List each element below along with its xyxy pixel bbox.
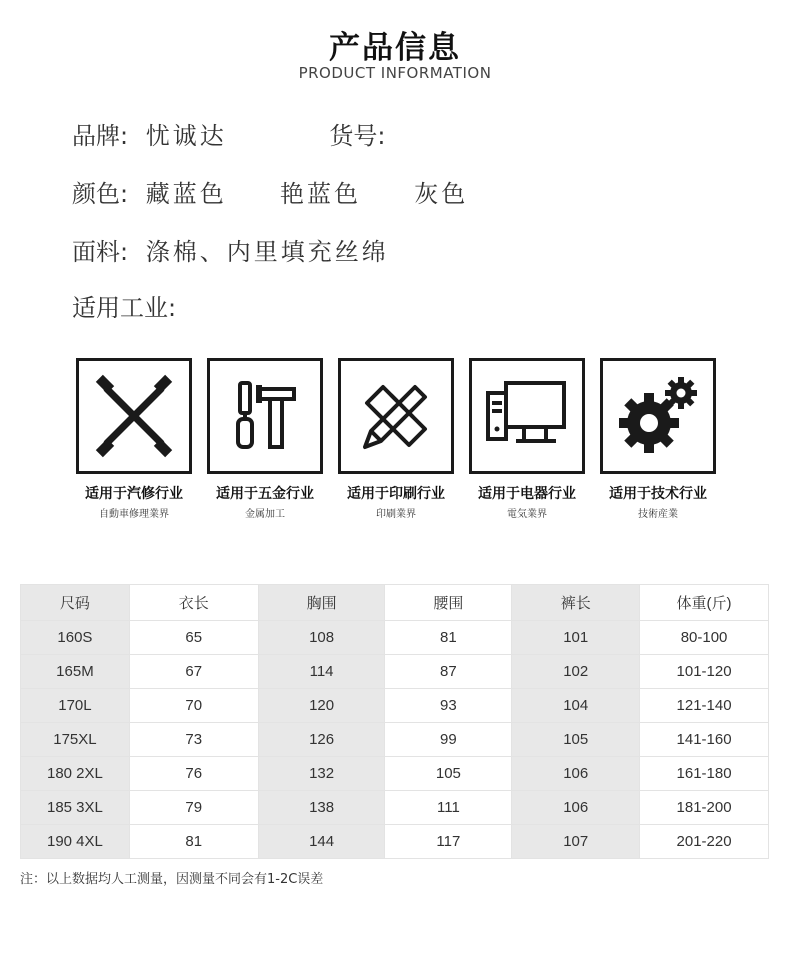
industry-auto [73, 358, 195, 520]
cell-pants-length: 101 [512, 621, 640, 655]
table-row [21, 825, 769, 859]
cell-chest: 114 [258, 655, 385, 689]
col-size: 尺码 [21, 585, 130, 621]
cell-length: 81 [129, 825, 258, 859]
table-row [21, 621, 769, 655]
color-royal-blue: 艳蓝色 [280, 180, 362, 208]
tools-icon [222, 373, 308, 459]
fabric-label: 面料: [72, 238, 129, 266]
table-row [21, 757, 769, 791]
cell-length: 79 [129, 791, 258, 825]
cell-weight: 161-180 [640, 757, 769, 791]
cell-chest: 126 [258, 723, 385, 757]
cell-size: 175XL [21, 723, 130, 757]
brand-row [72, 116, 385, 151]
cell-weight: 201-220 [640, 825, 769, 859]
cell-size: 185 3XL [21, 791, 130, 825]
page-subtitle: PRODUCT INFORMATION [298, 64, 492, 82]
industry-hardware [204, 358, 326, 520]
industry-sub-printing: 印刷業界 [376, 509, 416, 520]
industry-sub-auto: 自動車修理業界 [99, 509, 169, 520]
cell-length: 76 [129, 757, 258, 791]
cell-waist: 87 [385, 655, 512, 689]
cell-pants-length: 106 [512, 757, 640, 791]
cell-length: 70 [129, 689, 258, 723]
fabric-value: 涤棉、内里填充丝绵 [145, 238, 389, 266]
industry-label-hardware: 适用于五金行业 [216, 486, 314, 502]
industry-sub-hardware: 金属加工 [245, 509, 285, 520]
cell-length: 73 [129, 723, 258, 757]
cell-waist: 93 [385, 689, 512, 723]
cell-length: 65 [129, 621, 258, 655]
cell-size: 170L [21, 689, 130, 723]
col-waist: 腰围 [385, 585, 512, 621]
computer-icon [484, 373, 570, 459]
col-chest: 胸围 [258, 585, 385, 621]
cell-waist: 111 [385, 791, 512, 825]
cell-chest: 132 [258, 757, 385, 791]
col-length: 衣长 [129, 585, 258, 621]
size-table-header [21, 585, 769, 621]
measurement-note: 注：以上数据均人工测量，因测量不同会有1-2C误差 [20, 872, 324, 887]
fabric-row [72, 232, 389, 267]
industry-row [72, 288, 176, 323]
cell-chest: 138 [258, 791, 385, 825]
page-title: 产品信息 [329, 30, 461, 66]
table-row [21, 655, 769, 689]
industry-electrical [466, 358, 588, 520]
cell-waist: 99 [385, 723, 512, 757]
col-pants-length: 裤长 [512, 585, 640, 621]
brand-value: 忧诚达 [145, 122, 227, 150]
cell-chest: 108 [258, 621, 385, 655]
industry-technology [597, 358, 719, 520]
cell-weight: 141-160 [640, 723, 769, 757]
cell-size: 160S [21, 621, 130, 655]
cell-waist: 105 [385, 757, 512, 791]
cell-chest: 144 [258, 825, 385, 859]
color-gray: 灰色 [414, 180, 469, 208]
industry-label-printing: 适用于印刷行业 [347, 486, 445, 502]
cell-weight: 121-140 [640, 689, 769, 723]
cell-pants-length: 105 [512, 723, 640, 757]
cell-waist: 81 [385, 621, 512, 655]
size-table [20, 584, 769, 859]
cell-pants-length: 107 [512, 825, 640, 859]
cell-weight: 181-200 [640, 791, 769, 825]
cell-size: 180 2XL [21, 757, 130, 791]
col-weight: 体重(斤) [640, 585, 769, 621]
industry-icons [73, 358, 733, 528]
industry-label: 适用工业: [72, 294, 177, 322]
cell-pants-length: 106 [512, 791, 640, 825]
cell-pants-length: 102 [512, 655, 640, 689]
cell-waist: 117 [385, 825, 512, 859]
brand-label: 品牌: [72, 122, 129, 150]
industry-label-electrical: 适用于电器行业 [478, 486, 576, 502]
cell-length: 67 [129, 655, 258, 689]
table-row [21, 791, 769, 825]
cell-weight: 101-120 [640, 655, 769, 689]
industry-sub-technology: 技術産業 [638, 509, 678, 520]
wrench-cross-icon [91, 373, 177, 459]
industry-label-auto: 适用于汽修行业 [85, 486, 183, 502]
industry-sub-electrical: 電気業界 [507, 509, 547, 520]
pencil-ruler-icon [353, 373, 439, 459]
table-row [21, 723, 769, 757]
table-row [21, 689, 769, 723]
color-navy: 藏蓝色 [145, 180, 227, 208]
cell-pants-length: 104 [512, 689, 640, 723]
color-label: 颜色: [72, 180, 129, 208]
cell-weight: 80-100 [640, 621, 769, 655]
item-no-label: 货号: [329, 122, 386, 150]
cell-size: 165M [21, 655, 130, 689]
industry-label-technology: 适用于技术行业 [609, 486, 707, 502]
industry-printing [335, 358, 457, 520]
cell-size: 190 4XL [21, 825, 130, 859]
color-row [72, 174, 468, 209]
cell-chest: 120 [258, 689, 385, 723]
gears-icon [615, 373, 701, 459]
